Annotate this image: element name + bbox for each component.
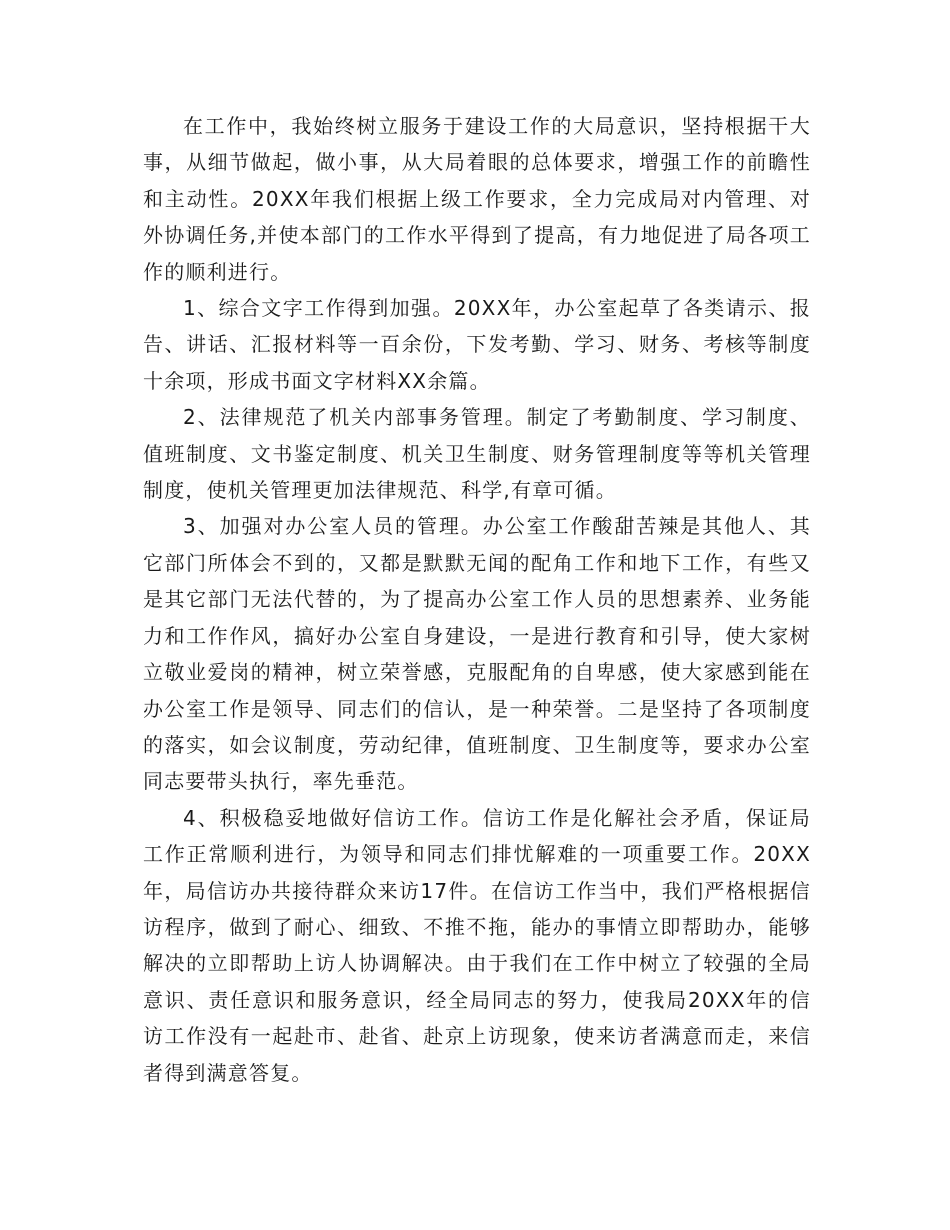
intro-paragraph: 在工作中，我始终树立服务于建设工作的大局意识，坚持根据干大事，从细节做起，做小事，从大局着眼的总体要求，增强工作的前瞻性和主动性。20XX年我们根据上级工作要求，全力完成局对内管理、对外协调任务,并使本部门的工作水平得到了提高，有力地促进了局各项工作的顺利进行。 [143,114,811,284]
paragraph-internal-affairs: 2、法律规范了机关内部事务管理。制定了考勤制度、学习制度、值班制度、文书鉴定制度、机关卫生制度、财务管理制度等等机关管理制度，使机关管理更加法律规范、科学,有章可循。 [143,405,811,503]
document-body [143,108,811,1091]
paragraph-staff-management: 3、加强对办公室人员的管理。办公室工作酸甜苦辣是其他人、其它部门所体会不到的，又都是默默无闻的配角工作和地下工作，有些又是其它部门无法代替的，为了提高办公室工作人员的思想素养、业务能力和工作作风，搞好办公室自身建设，一是进行教育和引导，使大家树立敬业爱岗的精神，树立荣誉感，克服配角的自卑感，使大家感到能在办公室工作是领导、同志们的信认，是一种荣誉。二是坚持了各项制度的落实，如会议制度，劳动纪律，值班制度、卫生制度等，要求办公室同志要带头执行，率先垂范。 [143,514,811,794]
paragraph-writing-work: 1、综合文字工作得到加强。20XX年，办公室起草了各类请示、报告、讲话、汇报材料等一百余份，下发考勤、学习、财务、考核等制度十余项，形成书面文字材料XX余篇。 [143,296,811,393]
paragraph-petition-work: 4、积极稳妥地做好信访工作。信访工作是化解社会矛盾，保证局工作正常顺利进行，为领导和同志们排忧解难的一项重要工作。20XX年，局信访办共接待群众来访17件。在信访工作当中，我们严格根据信访程序，做到了耐心、细致、不推不拖，能办的事情立即帮助办，能够解决的立即帮助上访人协调解决。由于我们在工作中树立了较强的全局意识、责任意识和服务意识，经全局同志的努力，使我局20XX年的信访工作没有一起赴市、赴省、赴京上访现象，使来访者满意而走，来信者得到满意答复。 [143,805,811,1085]
